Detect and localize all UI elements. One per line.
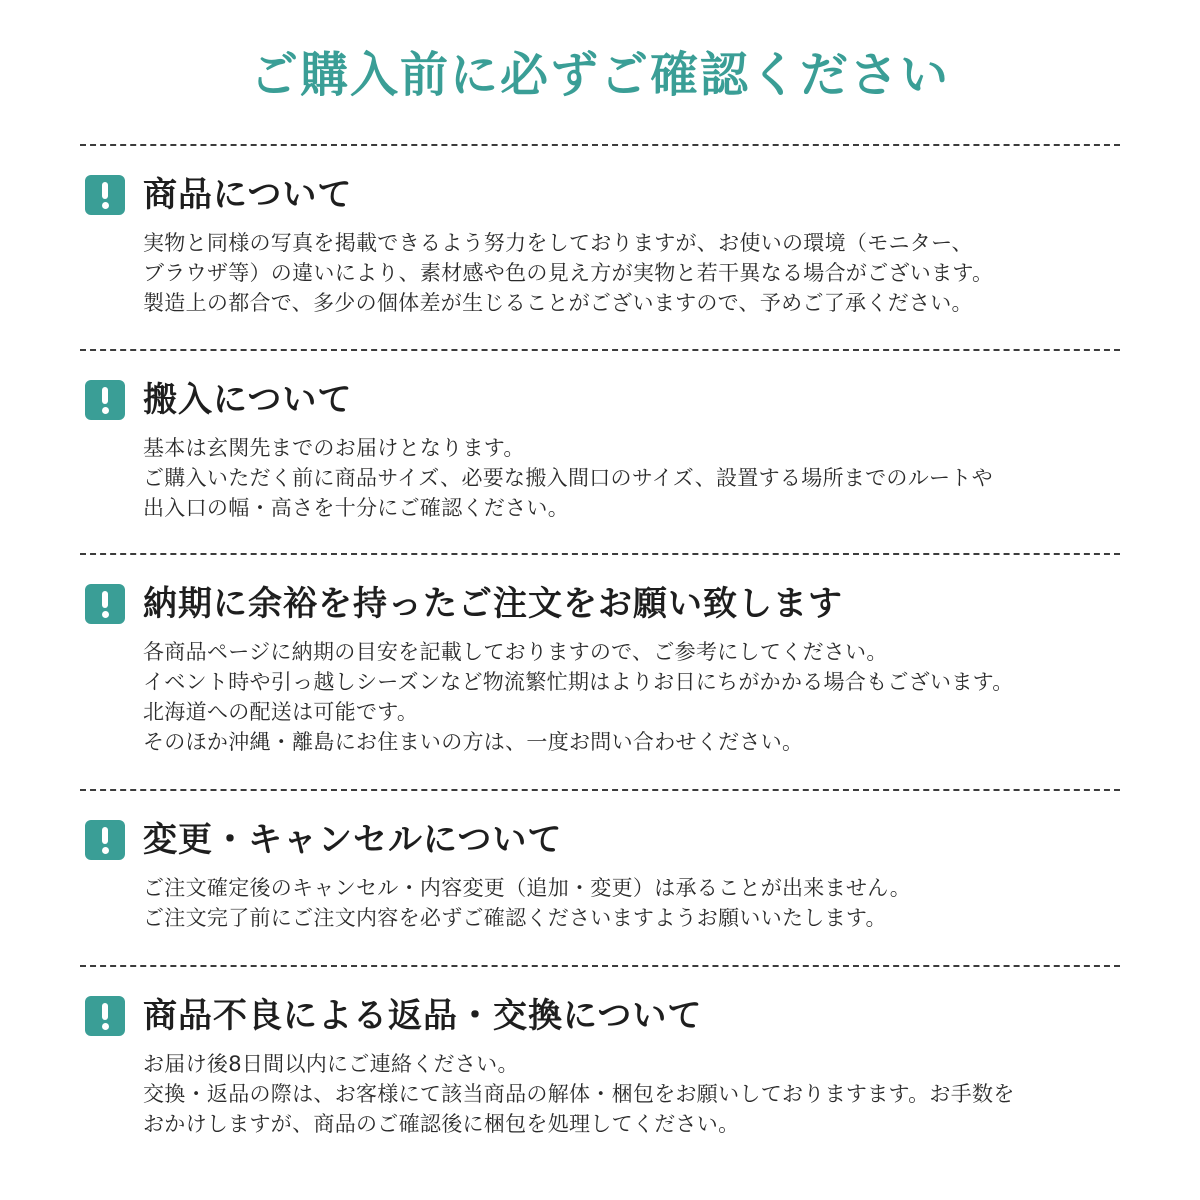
exclamation-icon: [85, 996, 125, 1036]
body-line: 交換・返品の際は、お客様にて該当商品の解体・梱包をお願いしておりますます。お手数を: [143, 1082, 1015, 1106]
section-body: [143, 637, 1120, 757]
dashed-divider: [80, 965, 1120, 967]
section-delivery: [85, 379, 1120, 523]
body-line: 各商品ページに納期の目安を記載しておりますので、ご参考にしてください。: [143, 640, 888, 664]
body-line: 北海道への配送は可能です。: [143, 700, 419, 724]
section-body: [143, 433, 1120, 523]
exclamation-icon: [85, 380, 125, 420]
body-line: ご注文確定後のキャンセル・内容変更（追加・変更）は承ることが出来ません。: [143, 876, 912, 900]
section-heading: 搬入について: [143, 380, 353, 420]
section-product: [85, 174, 1120, 318]
section-heading: 商品について: [143, 175, 353, 215]
exclamation-icon: [85, 820, 125, 860]
dashed-divider: [80, 144, 1120, 146]
section-heading-row: [85, 379, 1120, 421]
section-cancel: [85, 819, 1120, 933]
section-lead-time: [85, 583, 1120, 757]
body-line: ご注文完了前にご注文内容を必ずご確認くださいますようお願いいたします。: [143, 906, 887, 930]
exclamation-icon: [85, 175, 125, 215]
dashed-divider: [80, 349, 1120, 351]
dashed-divider: [80, 553, 1120, 555]
body-line: 基本は玄関先までのお届けとなります。: [143, 436, 525, 460]
body-line: おかけしますが、商品のご確認後に梱包を処理してください。: [143, 1112, 740, 1136]
body-line: ブラウザ等）の違いにより、素材感や色の見え方が実物と若干異なる場合がございます。: [143, 261, 994, 285]
body-line: 出入口の幅・高さを十分にご確認ください。: [143, 496, 569, 520]
body-line: ご購入いただく前に商品サイズ、必要な搬入間口のサイズ、設置する場所までのルートや: [143, 466, 993, 490]
body-line: そのほか沖縄・離島にお住まいの方は、一度お問い合わせください。: [143, 730, 804, 754]
section-heading: 納期に余裕を持ったご注文をお願い致します: [143, 584, 843, 624]
body-line: イベント時や引っ越しシーズンなど物流繁忙期はよりお日にちがかかる場合もございます。: [143, 670, 1014, 694]
section-heading-row: [85, 995, 1120, 1037]
section-body: [143, 1049, 1120, 1139]
body-line: 製造上の都合で、多少の個体差が生じることがございますので、予めご了承ください。: [143, 291, 973, 315]
section-heading: 商品不良による返品・交換について: [143, 996, 703, 1036]
section-returns: [85, 995, 1120, 1139]
section-body: [143, 228, 1120, 318]
dashed-divider: [80, 789, 1120, 791]
section-body: [143, 873, 1120, 933]
section-heading-row: [85, 819, 1120, 861]
section-heading-row: [85, 583, 1120, 625]
body-line: 実物と同様の写真を掲載できるよう努力をしておりますが、お使いの環境（モニター、: [143, 231, 973, 255]
section-heading-row: [85, 174, 1120, 216]
page-title: ご購入前に必ずご確認ください: [249, 47, 950, 103]
exclamation-icon: [85, 584, 125, 624]
section-heading: 変更・キャンセルについて: [143, 820, 563, 860]
body-line: お届け後8日間以内にご連絡ください。: [143, 1052, 519, 1076]
